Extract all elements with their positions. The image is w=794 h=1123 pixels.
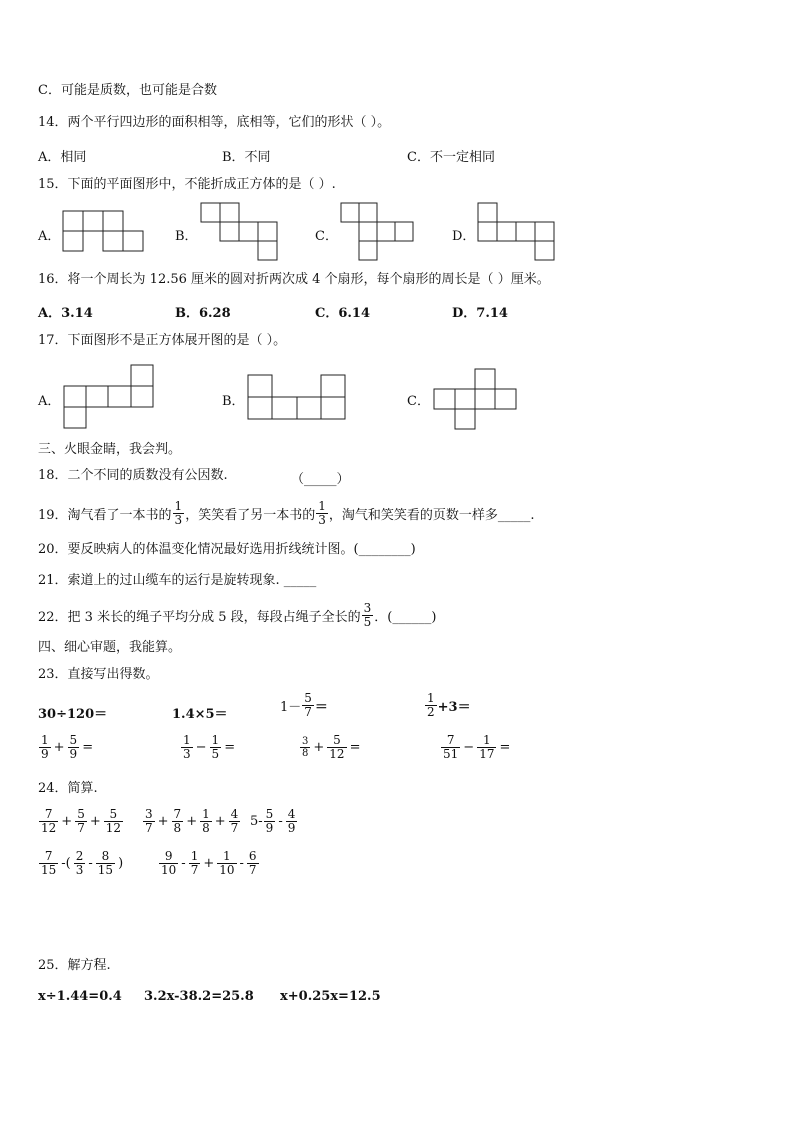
q23-expr-4-tail: +3＝ xyxy=(437,700,471,715)
q15-net-d-figure xyxy=(478,203,556,261)
q21-text: 21．索道上的过山缆车的运行是旋转现象. _____ xyxy=(38,573,317,588)
q24-expr-4: $\frac{7}{15}$ -( $\frac{2}{3}$ - $\frac{8}{15}$ ) xyxy=(41,849,124,877)
q23-expr-5: $\frac{1}{9}$ + $\frac{5}{9}$ = xyxy=(41,733,94,761)
q18-text: 18．二个不同的质数没有公因数. xyxy=(38,468,228,483)
q16-option-a: A．3.14 xyxy=(38,306,93,321)
q22-fraction: $\frac{3}{5}$ xyxy=(363,601,372,629)
q20-text: 20．要反映病人的体温变化情况最好选用折线统计图。(________) xyxy=(38,542,416,557)
q22-prefix: 22．把 3 米长的绳子平均分成 5 段，每段占绳子全长的 xyxy=(38,610,361,625)
q24-expr-1: $\frac{7}{12}$ + $\frac{5}{7}$ + $\frac{5}{12}$ xyxy=(41,807,122,835)
q24-expr-2: $\frac{3}{7}$ + $\frac{7}{8}$ + $\frac{1}{8}$ + $\frac{4}{7}$ xyxy=(145,807,239,835)
q15-option-a: A． xyxy=(38,229,61,244)
q15-net-c-figure xyxy=(341,203,415,261)
q14-option-a: A．相同 xyxy=(38,150,87,165)
q14-option-b: B．不同 xyxy=(222,150,271,165)
q16-option-c: C．6.14 xyxy=(315,306,371,321)
q19-suffix: ，淘气和笑笑看的页数一样多_____. xyxy=(328,508,535,523)
q17-stem: 17．下面图形不是正方体展开图的是（ ）。 xyxy=(38,333,287,348)
q13-option-c: C．可能是质数，也可能是合数 xyxy=(38,83,217,98)
q23-expr-2: 1.4×5＝ xyxy=(172,707,228,722)
q16-option-b: B．6.28 xyxy=(175,306,231,321)
q23-stem: 23．直接写出得数。 xyxy=(38,667,159,682)
q23-expr-8: $\frac{7}{51}$ − $\frac{1}{17}$ = xyxy=(443,733,511,761)
q23-expr-7: $\frac{3}{8}$ + $\frac{5}{12}$ = xyxy=(302,733,361,761)
q14-option-c: C．不一定相同 xyxy=(407,150,495,165)
q19-line xyxy=(38,500,534,527)
q25-stem: 25．解方程. xyxy=(38,958,111,973)
q14-stem: 14．两个平行四边形的面积相等，底相等，它们的形状（ ）。 xyxy=(38,115,391,130)
q19-fraction-2: $\frac{1}{3}$ xyxy=(318,499,326,527)
q15-stem: 15．下面的平面图形中，不能折成正方体的是（ ）. xyxy=(38,177,336,192)
q17-option-b: B． xyxy=(222,394,245,409)
q15-option-c: C． xyxy=(315,229,338,244)
q23-expr-3 xyxy=(280,692,328,719)
q18-answer-blank: （_____） xyxy=(291,472,350,487)
q17-option-a: A． xyxy=(38,394,61,409)
q17-net-a-figure xyxy=(64,365,156,431)
q24-expr-5: $\frac{9}{10}$ - $\frac{1}{7}$ + $\frac{1}{10}$ - $\frac{6}{7}$ xyxy=(161,849,257,877)
q24-expr-3: 5- $\frac{5}{9}$ - $\frac{4}{9}$ xyxy=(250,807,296,835)
q23-expr-4 xyxy=(424,692,471,719)
q15-option-d: D． xyxy=(452,229,476,244)
q23-expr-3-lead: 1－ xyxy=(280,700,302,715)
q23-expr-4-fraction: $\frac{1}{2}$ xyxy=(427,691,435,719)
q19-mid: ，笑笑看了另一本书的 xyxy=(185,508,316,523)
q23-expr-6: $\frac{1}{3}$ − $\frac{1}{5}$ = xyxy=(183,733,236,761)
q23-expr-1: 30÷120＝ xyxy=(38,707,108,722)
q16-option-d: D．7.14 xyxy=(452,306,508,321)
q15-net-a-figure xyxy=(63,211,145,253)
q25-equation-3: x+0.25x=12.5 xyxy=(280,989,381,1004)
section-3-title: 三、火眼金睛，我会判。 xyxy=(38,442,182,457)
q22-line xyxy=(38,602,436,629)
q25-equation-1: x÷1.44=0.4 xyxy=(38,989,122,1004)
q22-suffix: ．(______) xyxy=(374,610,437,625)
q19-prefix: 19．淘气看了一本书的 xyxy=(38,508,172,523)
q15-net-b-figure xyxy=(201,203,279,261)
q25-equation-2: 3.2x-38.2=25.8 xyxy=(144,989,254,1004)
q17-net-b-figure xyxy=(248,375,348,423)
q23-expr-3-equals: ＝ xyxy=(314,700,328,715)
q17-net-c-figure xyxy=(434,369,520,431)
q24-stem: 24．简算. xyxy=(38,781,98,796)
section-4-title: 四、细心审题，我能算。 xyxy=(38,640,182,655)
q19-fraction-1: $\frac{1}{3}$ xyxy=(174,499,183,527)
q15-option-b: B． xyxy=(175,229,198,244)
q16-stem: 16．将一个周长为 12.56 厘米的圆对折两次成 4 个扇形，每个扇形的周长是（ ）厘米。 xyxy=(38,272,550,287)
q17-option-c: C． xyxy=(407,394,430,409)
q23-expr-3-fraction: $\frac{5}{7}$ xyxy=(304,691,312,719)
